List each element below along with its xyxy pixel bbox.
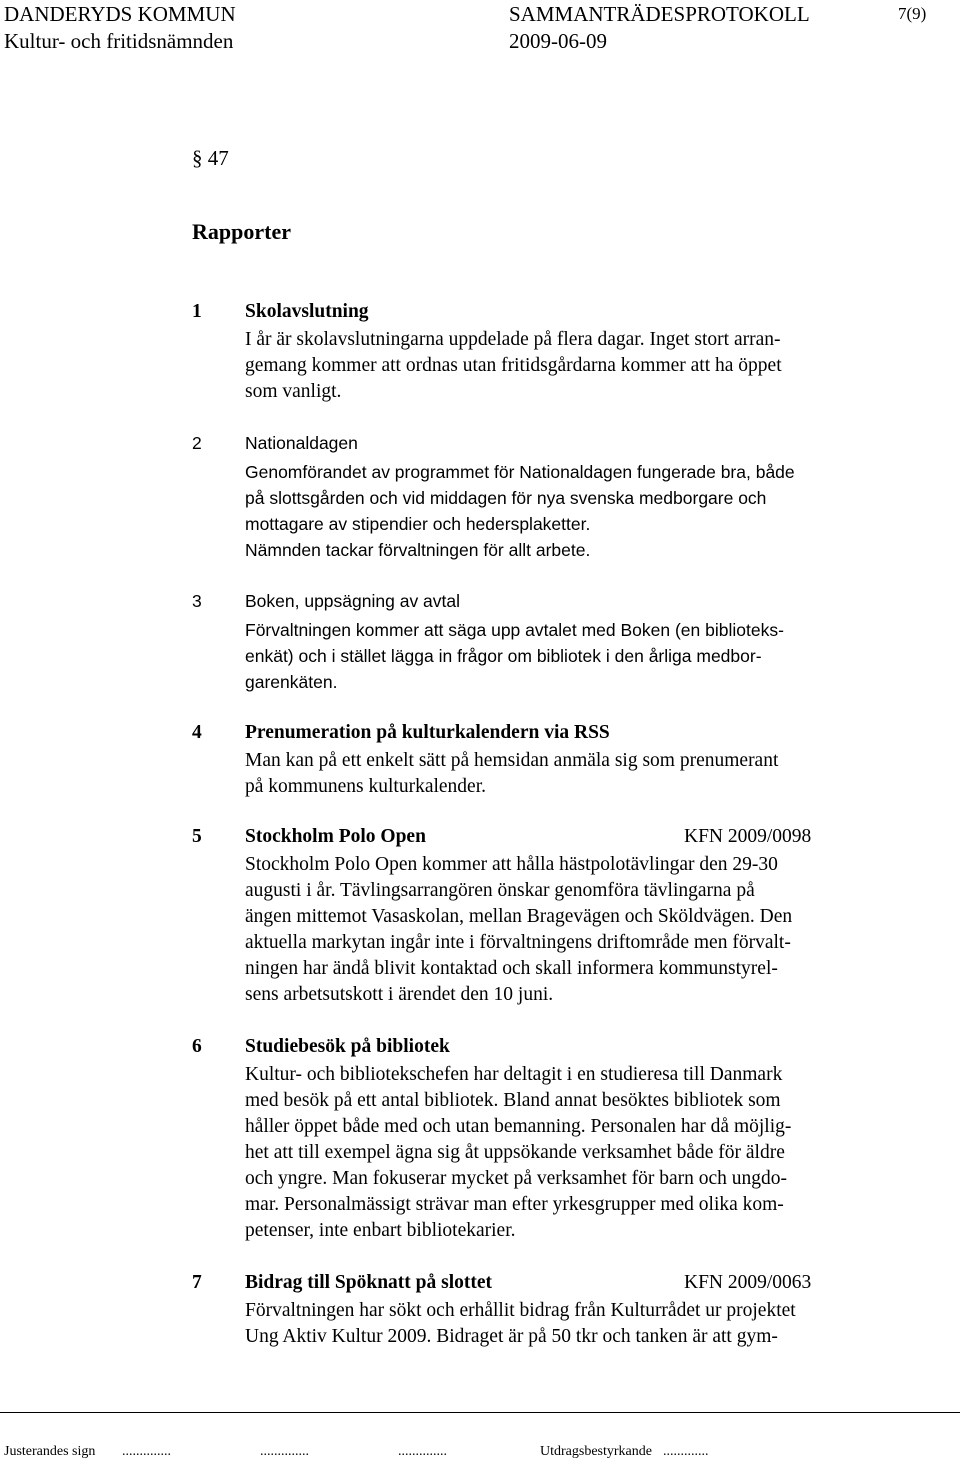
body-line: enkät) och i stället lägga in frågor om bibliotek i den årliga medbor- xyxy=(245,646,762,666)
body-line: mar. Personalmässigt strävar man efter yrkesgrupper med olika kom- xyxy=(245,1194,784,1215)
body-line: Förvaltningen kommer att säga upp avtalet med Boken (en biblioteks- xyxy=(245,620,784,640)
body-line: håller öppet både med och utan bemanning. Personalen har då möjlig- xyxy=(245,1116,792,1137)
signature-label: Justerandes sign xyxy=(4,1444,96,1459)
body-line: aktuella markytan ingår inte i förvaltningens driftområde men förvalt- xyxy=(245,932,791,953)
item-title: Stockholm Polo Open xyxy=(245,826,426,847)
body-line: Förvaltningen har sökt och erhållit bidrag från Kulturrådet ur projektet xyxy=(245,1300,796,1321)
body-line: mottagare av stipendier och hedersplaketter. xyxy=(245,514,591,534)
page-number: 7(9) xyxy=(898,4,927,23)
body-line: Man kan på ett enkelt sätt på hemsidan anmäla sig som prenumerant xyxy=(245,750,779,771)
body-line: het att till exempel ägna sig åt uppsökande verksamhet både för äldre xyxy=(245,1142,785,1163)
item-title: Boken, uppsägning av avtal xyxy=(245,591,461,611)
case-reference: KFN 2009/0098 xyxy=(684,826,812,847)
meeting-date: 2009-06-09 xyxy=(509,29,607,53)
item-number: 2 xyxy=(192,433,202,453)
document-type: SAMMANTRÄDESPROTOKOLL xyxy=(509,2,810,26)
item-number: 4 xyxy=(192,722,202,743)
org-name: DANDERYDS KOMMUN xyxy=(4,2,236,26)
item-number: 7 xyxy=(192,1272,202,1293)
signature-line: .............. xyxy=(398,1444,447,1459)
body-line: ningen har ändå blivit kontaktad och skall informera kommunstyrel- xyxy=(245,958,778,979)
item-title: Studiebesök på bibliotek xyxy=(245,1036,450,1057)
signature-line: .............. xyxy=(122,1444,171,1459)
body-line: Kultur- och bibliotekschefen har deltagit i en studieresa till Danmark xyxy=(245,1064,783,1085)
body-line: garenkäten. xyxy=(245,672,338,692)
body-line: ängen mittemot Vasaskolan, mellan Bragevägen och Sköldvägen. Den xyxy=(245,906,793,927)
body-line: med besök på ett antal bibliotek. Bland annat besöktes bibliotek som xyxy=(245,1090,781,1111)
item-title: Nationaldagen xyxy=(245,433,358,453)
body-line: Ung Aktiv Kultur 2009. Bidraget är på 50 tkr och tanken är att gym- xyxy=(245,1326,778,1347)
body-line: som vanligt. xyxy=(245,381,342,402)
body-line: I år är skolavslutningarna uppdelade på flera dagar. Inget stort arran- xyxy=(245,329,781,350)
case-reference: KFN 2009/0063 xyxy=(684,1272,812,1293)
body-line: på kommunens kulturkalender. xyxy=(245,776,486,797)
footer-divider xyxy=(0,1412,960,1413)
item-title: Prenumeration på kulturkalendern via RSS xyxy=(245,722,610,743)
item-title: Bidrag till Spöknatt på slottet xyxy=(245,1272,493,1293)
body-line: Stockholm Polo Open kommer att hålla hästpolotävlingar den 29-30 xyxy=(245,854,778,875)
committee-name: Kultur- och fritidsnämnden xyxy=(4,29,234,53)
body-line: augusti i år. Tävlingsarrangören önskar genomföra tävlingarna på xyxy=(245,880,755,901)
signature-line: .............. xyxy=(260,1444,309,1459)
section-number: § 47 xyxy=(192,146,229,170)
certification-line: ............. xyxy=(663,1444,709,1459)
item-number: 1 xyxy=(192,301,202,322)
certification-label: Utdragsbestyrkande xyxy=(540,1444,652,1459)
body-line: gemang kommer att ordnas utan fritidsgårdarna kommer att ha öppet xyxy=(245,355,782,376)
body-line: Genomförandet av programmet för Nationaldagen fungerade bra, både xyxy=(245,462,795,482)
body-line: på slottsgården och vid middagen för nya svenska medborgare och xyxy=(245,488,767,508)
body-line: och yngre. Man fokuserar mycket på verksamhet för barn och ungdo- xyxy=(245,1168,788,1189)
body-line: Nämnden tackar förvaltningen för allt arbete. xyxy=(245,540,591,560)
item-number: 6 xyxy=(192,1036,202,1057)
body-line: sens arbetsutskott i ärendet den 10 juni. xyxy=(245,984,554,1005)
body-line: petenser, inte enbart bibliotekarier. xyxy=(245,1220,516,1241)
item-number: 5 xyxy=(192,826,202,847)
item-number: 3 xyxy=(192,591,202,611)
section-title: Rapporter xyxy=(192,219,291,244)
item-title: Skolavslutning xyxy=(245,301,369,322)
